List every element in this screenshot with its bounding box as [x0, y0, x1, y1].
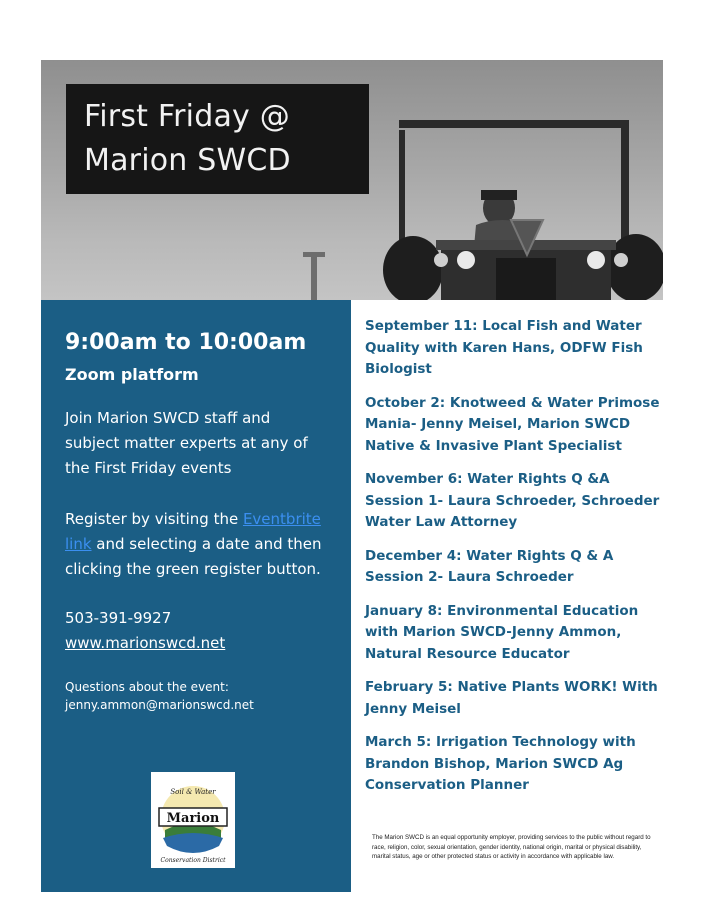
event-item: December 4: Water Rights Q & A Session 2- Laura Schroeder	[365, 547, 614, 585]
event-item: November 6: Water Rights Q &A Session 1- Laura Schroeder, Schroeder Water Law Attorney	[365, 471, 660, 530]
tractor-illustration	[381, 90, 663, 300]
event-item: October 2: Knotweed & Water Primose Mania- Jenny Meisel, Marion SWCD Native & Invasive Plant Specialist	[365, 394, 660, 454]
district-logo-graphic	[151, 772, 235, 868]
hero-image	[41, 60, 663, 300]
eventbrite-link[interactable]: Eventbrite link	[65, 510, 321, 553]
info-panel	[41, 300, 351, 892]
register-before: Register by visiting the	[65, 510, 243, 528]
contact-email[interactable]: jenny.ammon@marionswcd.net	[65, 698, 254, 712]
event-item: September 11: Local Fish and Water Quality with Karen Hans, ODFW Fish Biologist	[365, 318, 643, 377]
contact-block	[65, 606, 351, 656]
phone-number: 503-391-9927	[65, 609, 172, 627]
questions-label: Questions about the event:	[65, 680, 229, 694]
website-link[interactable]: www.marionswcd.net	[65, 634, 226, 652]
event-schedule	[365, 316, 665, 809]
event-platform: Zoom platform	[65, 365, 199, 384]
page-title-line-1: First Friday @	[84, 99, 290, 134]
title-box	[66, 84, 369, 194]
register-text	[65, 507, 327, 582]
intro-text: Join Marion SWCD staff and subject matter experts at any of the First Friday events	[65, 409, 308, 477]
event-item: January 8: Environmental Education with Marion SWCD-Jenny Ammon, Natural Resource Educator	[365, 602, 639, 662]
register-after: and selecting a date and then clicking the green register button.	[65, 535, 322, 578]
district-logo	[151, 772, 235, 868]
logo-name: Marion	[166, 811, 220, 826]
event-item: February 5: Native Plants WORK! With Jenny Meisel	[365, 679, 658, 717]
event-time: 9:00am to 10:00am	[65, 330, 307, 355]
logo-top-text: Soil & Water	[170, 788, 216, 796]
page-title-line-2: Marion SWCD	[84, 143, 291, 178]
pole-top-graphic	[303, 252, 325, 257]
pole-graphic	[311, 255, 317, 300]
questions-block	[65, 678, 351, 714]
logo-bottom-text: Conservation District	[160, 857, 226, 864]
event-item: March 5: Irrigation Technology with Brandon Bishop, Marion SWCD Ag Conservation Planner	[365, 734, 636, 793]
equal-opportunity-disclaimer: The Marion SWCD is an equal opportunity employer, providing services to the public without regard to race, religion, color, sexual orientation, gender identity, national origin, marital or physical disability, marital status, age or other protected status or activity in accordance with applicable law.	[372, 834, 651, 860]
